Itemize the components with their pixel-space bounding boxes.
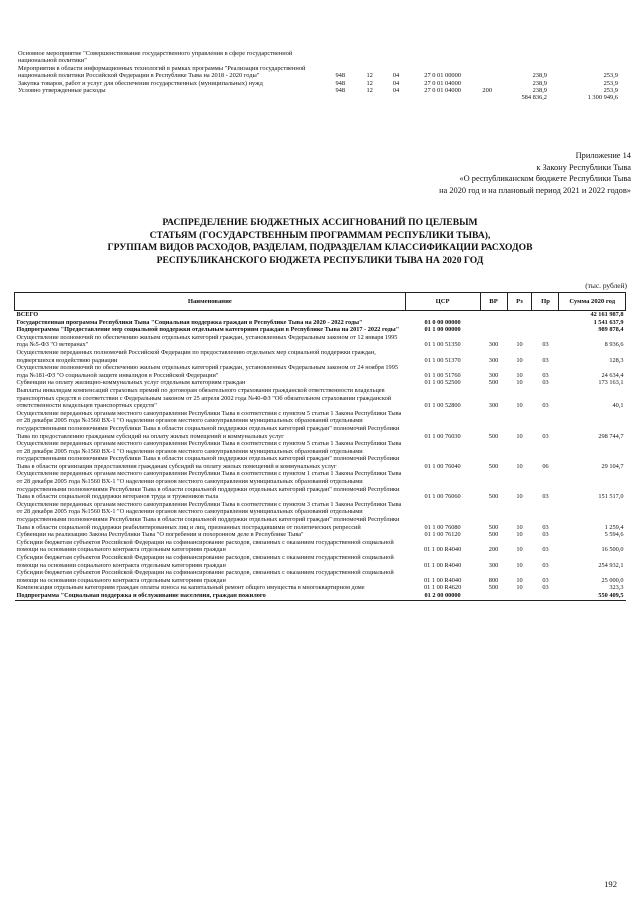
cell-csr: 01 1 00 R4040 [423, 576, 462, 584]
cell-name: Субвенции на оплату жилищно-коммунальных услуг отдельным категориям граждан [16, 379, 246, 387]
table-row [15, 569, 626, 584]
table-row [15, 349, 626, 364]
title-line-2: СТАТЬЯМ (ГОСУДАРСТВЕННЫМ ПРОГРАММАМ РЕСПУБЛИКИ ТЫВА), [149, 229, 491, 241]
table-row [15, 554, 626, 569]
cell-csr: 01 1 00 00000 [424, 326, 461, 334]
cell-g [322, 50, 358, 65]
cell-rz: 10 [516, 493, 523, 501]
appendix-header [211, 150, 631, 196]
cell-pr: 03 [542, 379, 549, 387]
title-line-4: РЕСПУБЛИКАНСКОГО БЮДЖЕТА РЕСПУБЛИКИ ТЫВА НА 2020 ГОД [156, 254, 484, 266]
cell-s1: 238,9 [532, 72, 547, 80]
cell-csr [405, 311, 480, 319]
cell-name: Выплаты инвалидам компенсаций страховых премий по договорам обязательного страхования гражданской ответственности владельцев транспортных средств в соответствии с Федеральным законом от 25 апреля 2002 года №40-ФЗ "Об обязательном страховании гражданской ответственности владельцев транспортных средств" [16, 386, 392, 410]
table-row [15, 387, 626, 410]
cell-name: Осуществление переданных органам местного самоуправления Республики Тыва в соответствии с пунктом 5 статьи 1 Закона Республики Тыва от 28 декабря 2005 года №1560 ВХ-1 "О наделении органов местного самоуправления муниципальных образований отдельными государственными полномочиями Республики Тыва в области социальной поддержки отдельных категорий граждан" полномочий Республики Тыва по предоставлению гражданам субсидий на оплату жилых помещений и коммунальных услуг [16, 409, 402, 440]
cell-csr: 01 1 00 76060 [424, 493, 461, 501]
cell-sum: 42 161 987,8 [590, 311, 624, 318]
cell-vr: 300 [488, 402, 499, 410]
cell-name: Подпрограмма "Предоставление мер социальной поддержки отдельным категориям граждан в Республике Тыва на 2017 - 2022 годы" [16, 326, 400, 334]
cell-pr [532, 311, 559, 319]
cell-rz: 10 [516, 379, 523, 387]
appendix-law-title: «О республиканском бюджете Республики Тыва [459, 174, 631, 184]
cell-p: 04 [392, 72, 400, 80]
cell-name: Осуществление переданных органам местного самоуправления Республики Тыва в соответствии с пунктом 5 статьи 1 Закона Республики Тыва от 28 декабря 2005 года №1560 ВХ-1 "О наделении органов местного самоуправления муниципальных образований отдельными государственными полномочиями Республики Тыва в области социальной поддержки отдельных категорий граждан" полномочий Республики Тыва в области организации предоставления гражданам субсидий на оплату жилых помещений и коммунальных услуг [16, 440, 402, 470]
cell-sum: 1 259,4 [604, 523, 624, 531]
cell-s2: 253,9 [603, 72, 618, 80]
cell-vr [480, 326, 507, 334]
cell-pr [532, 319, 559, 327]
cell-csr: 01 1 00 R4040 [423, 546, 462, 554]
cell-vr [480, 311, 507, 319]
cell-csr [411, 94, 474, 101]
cell-sum: 16 500,0 [601, 546, 624, 554]
cell-name [18, 94, 322, 101]
table-row [15, 440, 626, 470]
cell-pr: 03 [542, 576, 549, 584]
cell-csr: 01 1 00 51350 [424, 341, 461, 349]
cell-g: 948 [335, 87, 346, 95]
cell-vr: 300 [488, 341, 499, 349]
cell-sum: 40,1 [612, 402, 624, 410]
cell-sum: 8 936,6 [604, 341, 624, 349]
table-row [15, 379, 626, 387]
cell-sum: 25 000,0 [601, 576, 624, 584]
appendix-law: к Закону Республики Тыва [536, 162, 631, 172]
cell-pr: 03 [542, 546, 549, 554]
cell-s2: 1 300 949,6 [587, 94, 618, 102]
header-rz: Рз [507, 293, 532, 311]
table-row [15, 364, 626, 379]
title-line-3: ГРУППАМ ВИДОВ РАСХОДОВ, РАЗДЕЛАМ, ПОДРАЗДЕЛАМ КЛАССИФИКАЦИИ РАСХОДОВ [107, 242, 533, 254]
cell-vr: 500 [488, 531, 499, 539]
cell-rz [507, 311, 532, 319]
cell-g [322, 94, 358, 101]
document-title [60, 217, 580, 267]
cell-pr: 03 [542, 561, 549, 569]
table-row [15, 539, 626, 554]
cell-rz: 10 [516, 462, 523, 470]
cell-sum: 989 878,4 [598, 326, 624, 334]
cell-csr: 01 1 00 R4040 [423, 561, 462, 569]
cell-name: ВСЕГО [16, 311, 39, 318]
cell-name: Субсидии бюджетам субъектов Российской Федерации на софинансирование расходов, связанных с оказанием государственной социальной помощи на основании социального контракта отдельным категориям граждан [16, 569, 394, 584]
cell-rz: 10 [516, 576, 523, 584]
cell-name: Государственная программа Республики Тыва "Социальная поддержка граждан в Республике Тыва на 2020 - 2022 годы" [16, 318, 363, 326]
cell-p: 04 [392, 79, 400, 87]
cell-name: Осуществление переданных органам местного самоуправления Республики Тыва в соответствии с пунктом 1 статьи 1 Закона Республики Тыва от 28 декабря 2005 года №1560 ВХ-1 "О наделении органов местного самоуправления муниципальных образований отдельными государственными полномочиями Республики Тыва в области социальной поддержки отдельных категорий граждан" полномочий Республики Тыва в области социальной поддержки ветеранов труда и тружеников тыла [16, 470, 402, 501]
cell-r [359, 50, 381, 65]
cell-rz: 10 [516, 371, 523, 379]
cell-rz: 10 [516, 531, 523, 539]
cell-pr: 03 [542, 523, 549, 531]
cell-csr: 01 1 00 52800 [424, 402, 461, 410]
cell-name: Мероприятия в области информационных технологий в рамках программы "Реализация государственной национальной политики Российской Федерации в Республике Тыва на 2018 - 2020 годы" [18, 64, 306, 80]
table-row [18, 87, 618, 94]
cell-csr: 01 1 00 51370 [424, 356, 461, 364]
cell-name: Субвенции на реализацию Закона Республики Тыва "О погребении и похоронном деле в Республике Тыва" [16, 531, 304, 539]
title-line-1: РАСПРЕДЕЛЕНИЕ БЮДЖЕТНЫХ АССИГНОВАНИЙ ПО ЦЕЛЕВЫМ [162, 217, 478, 228]
cell-rz: 10 [516, 523, 523, 531]
cell-p: 04 [392, 87, 400, 95]
header-sum: Сумма 2020 год [559, 293, 626, 311]
table-row [18, 94, 618, 101]
cell-vr: 800 [488, 576, 499, 584]
cell-csr: 01 0 00 00000 [424, 318, 461, 326]
cell-name: Осуществление полномочий по обеспечению жильем отдельных категорий граждан, установленных Федеральным законом от 12 января 1995 года №5-ФЗ "О ветеранах" [16, 333, 398, 349]
cell-g: 948 [335, 72, 346, 80]
cell-pr [532, 592, 559, 600]
cell-name: Закупка товаров, работ и услуг для обеспечения государственных (муниципальных) нужд [18, 79, 263, 87]
cell-sum: 173 163,1 [598, 379, 624, 387]
cell-csr: 01 1 00 51760 [424, 371, 461, 379]
cell-vr: 500 [488, 432, 499, 440]
cell-r [359, 94, 381, 101]
cell-vr: 500 [488, 379, 499, 387]
cell-name: Условно утвержденные расходы [18, 87, 106, 95]
cell-sum: 24 634,4 [601, 371, 624, 379]
table-row [15, 319, 626, 327]
cell-vr [474, 80, 500, 87]
cell-r: 12 [366, 79, 373, 87]
cell-vr [474, 94, 500, 101]
table-row [15, 531, 626, 539]
cell-name: Субсидии бюджетам субъектов Российской Федерации на софинансирование расходов, связанных с оказанием государственной социальной помощи на основании социального контракта отдельным категориям граждан [16, 538, 394, 554]
cell-pr: 03 [542, 584, 549, 592]
table-row [15, 311, 626, 319]
cell-vr [474, 50, 500, 65]
cell-sum: 550 409,5 [559, 592, 626, 600]
cell-vr: 200 [482, 87, 493, 95]
cell-s1: 238,9 [532, 79, 547, 87]
table-header-row [15, 293, 626, 311]
unit-label: (тыс. рублей) [585, 281, 627, 290]
cell-rz: 10 [516, 402, 523, 410]
appendix-law-period: на 2020 год и на плановый период 2021 и 2022 годов» [439, 185, 631, 195]
cell-sum: 298 744,7 [598, 432, 624, 440]
cell-rz: 10 [516, 546, 523, 554]
cell-csr: 27 0 01 04000 [424, 87, 461, 95]
cell-s1 [500, 50, 547, 65]
cell-vr: 500 [488, 523, 499, 531]
cell-csr [411, 50, 474, 65]
cell-pr [532, 326, 559, 334]
cell-s2 [547, 50, 618, 65]
cell-rz [507, 319, 532, 327]
cell-rz: 10 [516, 356, 523, 364]
cell-rz: 10 [516, 341, 523, 349]
cell-vr: 300 [488, 561, 499, 569]
cell-sum: 323,3 [609, 584, 624, 592]
cell-pr: 03 [542, 531, 549, 539]
cell-name: Компенсация отдельным категориям граждан оплаты взноса на капитальный ремонт общего имущества в многоквартирном доме [16, 584, 365, 592]
cell-pr: 03 [542, 402, 549, 410]
cell-p [381, 94, 411, 101]
budget-table [14, 292, 626, 601]
cell-vr [480, 592, 507, 600]
cell-rz [507, 326, 532, 334]
header-csr: ЦСР [405, 293, 480, 311]
cell-vr: 200 [488, 546, 499, 554]
cell-s1: 238,9 [532, 87, 547, 95]
cell-sum: 29 104,7 [601, 462, 624, 470]
cell-s2: 253,9 [603, 87, 618, 95]
cell-vr [480, 319, 507, 327]
table-row [18, 50, 618, 65]
cell-vr: 300 [488, 371, 499, 379]
cell-s2: 253,9 [603, 79, 618, 87]
cell-vr: 500 [488, 584, 499, 592]
cell-p [381, 50, 411, 65]
cell-csr: 27 0 01 00000 [424, 72, 461, 80]
appendix-number: Приложение 14 [575, 151, 631, 160]
cell-sum: 254 932,1 [598, 561, 624, 569]
cell-pr: 06 [542, 462, 549, 470]
cell-pr: 03 [542, 356, 549, 364]
cell-csr: 01 2 00 00000 [405, 592, 480, 600]
cell-name: Подпрограмма "Социальная поддержка и обслуживание населения, граждан пожилого [15, 592, 406, 600]
cell-csr: 27 0 01 04000 [424, 79, 461, 87]
cell-rz: 10 [516, 432, 523, 440]
cell-rz [507, 592, 532, 600]
header-name: Наименование [15, 293, 406, 311]
cell-csr: 01 1 00 76080 [424, 523, 461, 531]
cell-pr: 03 [542, 432, 549, 440]
cell-csr: 01 1 00 76040 [424, 462, 461, 470]
continuation-table [18, 50, 618, 102]
cell-vr: 300 [488, 356, 499, 364]
cell-r: 12 [366, 87, 373, 95]
cell-g: 948 [335, 79, 346, 87]
table-row [18, 65, 618, 80]
table-row [15, 326, 626, 334]
cell-csr: 01 1 00 76030 [424, 432, 461, 440]
table-row [15, 584, 626, 592]
cell-name: Субсидии бюджетам субъектов Российской Федерации на софинансирование расходов, связанных с оказанием государственной социальной помощи на основании социального контракта отдельным категориям граждан [16, 554, 394, 569]
header-pr: Пр [532, 293, 559, 311]
cell-name: Основное мероприятие "Совершенствование государственного управления в сфере государственной национальной политики" [18, 50, 293, 65]
table-row [15, 410, 626, 440]
cell-pr: 03 [542, 493, 549, 501]
cell-vr: 500 [488, 462, 499, 470]
table-row [15, 592, 626, 600]
page-number: 192 [604, 879, 617, 889]
cell-csr: 01 1 00 76120 [424, 531, 461, 539]
cell-name: Осуществление полномочий по обеспечению жильем отдельных категорий граждан, установленных Федеральным законом от 24 ноября 1995 года №181-ФЗ "О социальной защите инвалидов в Российской Федерации" [16, 364, 399, 379]
cell-name: Осуществление переданных органам местного самоуправления Республики Тыва в соответствии с пунктом 3 статьи 1 Закона Республики Тыва от 28 декабря 2005 года №1560 ВХ-1 "О наделении органов местного самоуправления муниципальных образований отдельными государственными полномочиями Республики Тыва в области социальной поддержки отдельных категорий граждан" полномочий Республики Тыва в области социальной поддержки реабилитированных лиц и лиц, признанных пострадавшими от политических репрессий [16, 500, 402, 531]
cell-sum: 128,3 [609, 356, 624, 364]
cell-csr: 01 1 00 R4620 [423, 584, 462, 592]
cell-s1: 584 836,2 [521, 94, 547, 102]
table-row [15, 470, 626, 500]
cell-rz: 10 [516, 584, 523, 592]
cell-r: 12 [366, 72, 373, 80]
cell-name: Осуществление переданных полномочий Российской Федерации по предоставлению отдельных мер социальной поддержки граждан, подвергшихся воздействию радиации [16, 348, 376, 364]
cell-rz: 10 [516, 561, 523, 569]
cell-sum: 1 541 637,9 [593, 318, 624, 326]
cell-csr: 01 1 00 52500 [424, 379, 461, 387]
cell-sum: 151 517,0 [598, 493, 624, 501]
cell-vr: 500 [488, 493, 499, 501]
cell-pr: 03 [542, 371, 549, 379]
header-vr: ВР [480, 293, 507, 311]
cell-sum: 5 594,6 [604, 531, 624, 539]
cell-vr [474, 65, 500, 80]
table-row [18, 80, 618, 87]
cell-pr: 03 [542, 341, 549, 349]
table-row [15, 501, 626, 531]
table-row [15, 334, 626, 349]
